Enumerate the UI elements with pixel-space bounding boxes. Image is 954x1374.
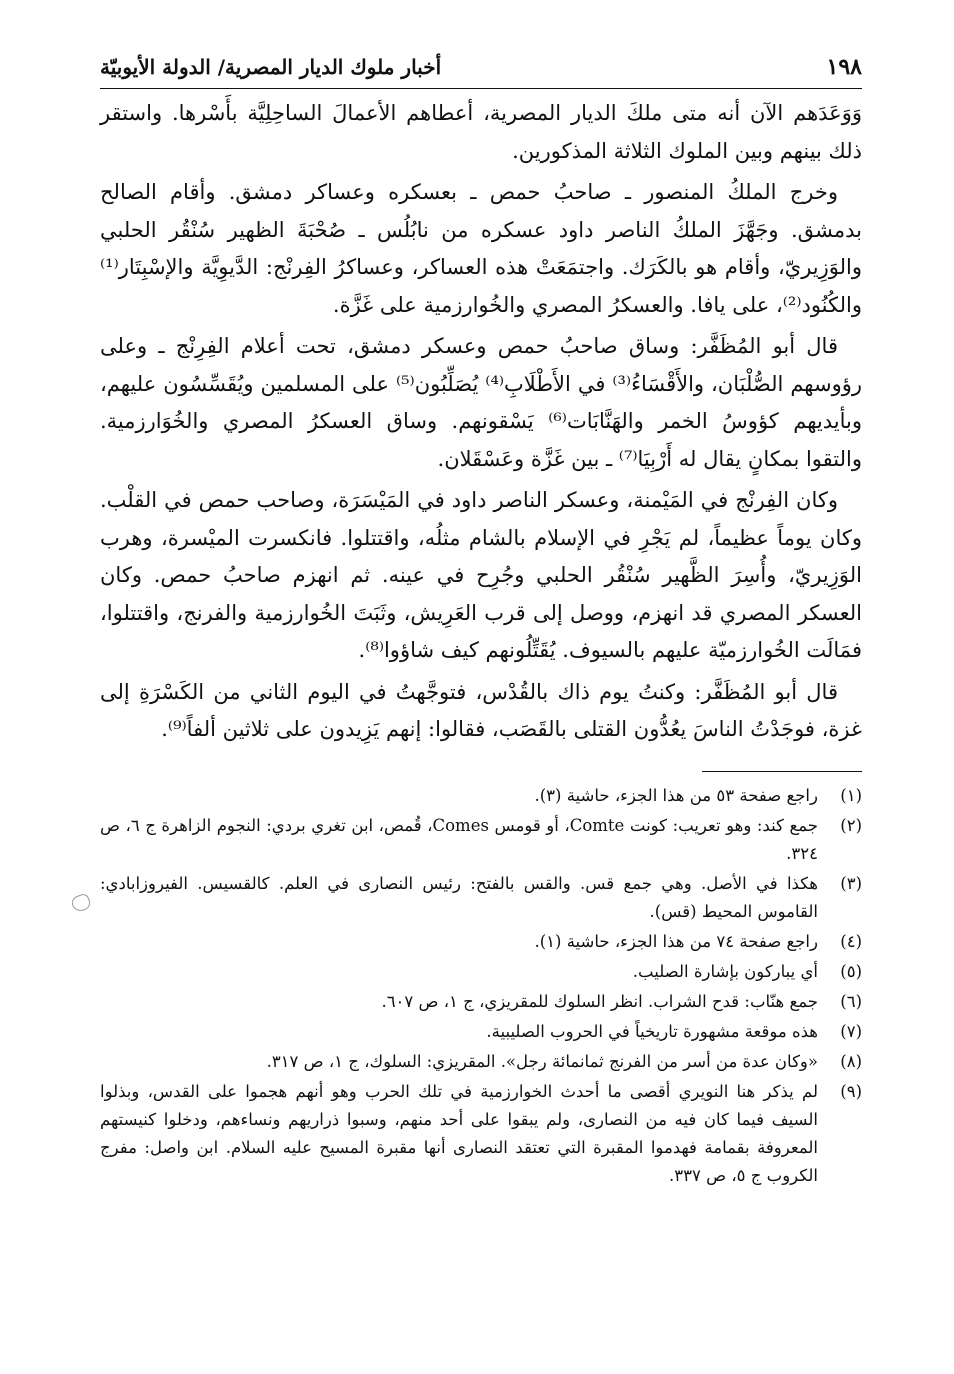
footnotes <box>100 782 862 1190</box>
footnote <box>100 870 862 926</box>
footnote <box>100 988 862 1016</box>
footnote <box>100 812 862 868</box>
footnote-divider <box>702 771 862 772</box>
footnote <box>100 928 862 956</box>
footnote-number: (١) <box>840 785 862 805</box>
margin-pencil-mark <box>70 892 92 913</box>
footnote-text: راجع صفحة ٧٤ من هذا الجزء، حاشية (١). <box>534 931 818 951</box>
book-page <box>100 52 862 1192</box>
body-text <box>100 95 862 749</box>
footnote-number: (٣) <box>840 873 862 893</box>
running-head <box>100 52 862 89</box>
footnote <box>100 1048 862 1076</box>
footnote-text: أي يباركون بإشارة الصليب. <box>632 961 818 981</box>
footnote-number: (٦) <box>840 991 862 1011</box>
footnote-number: (٤) <box>840 931 862 951</box>
footnote-number: (٨) <box>840 1051 862 1071</box>
page-number: ١٩٨ <box>826 54 862 80</box>
footnote-number: (٢) <box>840 815 862 835</box>
paragraph: وَوَعَدَهم الآن أنه متى ملكَ الديار المصرية، أعطاهم الأعمالَ الساحِلِيَّة بأَسْرها. واستقر ذلك بينهم وبين الملوك الثلاثة المذكورين. <box>100 101 862 163</box>
footnote-text: راجع صفحة ٥٣ من هذا الجزء، حاشية (٣). <box>534 785 818 805</box>
footnote-number: (٩) <box>840 1081 862 1101</box>
footnote-number: (٧) <box>840 1021 862 1041</box>
footnote-text: هذه موقعة مشهورة تاريخياً في الحروب الصليبية. <box>486 1021 818 1041</box>
footnote-text: «وكان عدة من أسر من الفرنج ثمانمائة رجل». المقريزي: السلوك، ج ١، ص ٣١٧. <box>266 1051 818 1071</box>
footnote <box>100 782 862 810</box>
footnote-number: (٥) <box>840 961 862 981</box>
paragraph: قال أبو المُظَفَّر: وكنتُ يوم ذاك بالقُدْس، فتوجَّهتُ في اليوم الثاني من الكَسْرَةِ إلى غزة، فوجَدْتُ الناسَ يعُدُّون القتلى بالقَصَب، فقالوا: إنهم يَزِيدون على ثلاثين ألفاً⁽⁹⁾. <box>100 679 862 741</box>
footnote <box>100 1078 862 1190</box>
paragraph: وخرج الملكُ المنصور ـ صاحبُ حمص ـ بعسكره وعساكر دمشق. وأقام الصالح بدمشق. وجَهَّزَ الملكُ الناصر داود عسكره من نابُلُس ـ صُحْبَةَ الظهير سُنْقُر الحلبي والوَزِيريّ، وأقام هو بالكَرَك. واجتمَعَتْ هذه العساكر، وعساكرُ الفِرنْج: الدَّيوِيَّة والإسْبِتَار⁽¹⁾ والكُنُود⁽²⁾، على يافا. والعسكرُ المصري والخُوارزمية على غَزَّة. <box>100 180 862 317</box>
footnote-text: جمع كند: وهو تعريب: كونت Comte، أو قومس Comes، قُمص، ابن تغري بردي: النجوم الزاهرة ج ٦، ص ٣٢٤. <box>100 815 818 863</box>
footnote-text: جمع هنّاب: قدح الشراب. انظر السلوك للمقريزي، ج ١، ص ٦٠٧. <box>381 991 818 1011</box>
footnote <box>100 958 862 986</box>
footnote-text: لم يذكر هنا النويري أقصى ما أحدث الخوارزمية في تلك الحرب وهو أنهم هجموا على القدس، وبذلوا السيف فيما كان فيه من النصارى، ولم يبقوا على أحد منهم، وسبوا ذراريهم ونساءهم، ودخلوا كنيستهم المعروفة بقمامة فهدموا المقبرة التي تعتقد النصارى أنها مقبرة المسيح عليه السلام. ابن واصل: مفرج الكروب ج ٥، ص ٣٣٧. <box>100 1081 818 1185</box>
footnote <box>100 1018 862 1046</box>
paragraph: وكان الفِرنْج في المَيْمنة، وعسكر الناصر داود في المَيْسَرَة، وصاحب حمص في القلْب. وكان يوماً عظيماً، لم يَجْرِ في الإسلام بالشام مثلُه، واقتتلوا. فانكسرت الميْسرة، وهرب الوَزِيريّ، وأُسِرَ الظَّهير سُنْقُر الحلبي وجُرِح في عينه. ثم انهزم صاحبُ حمص. وكان العسكر المصري قد انهزم، ووصل إلى قرب العَرِيش، وثَبَتَ الخُوارزمية والفرنج، واقتتلوا، فمَالَت الخُوارزميّة عليهم بالسيوف. يُقَتِّلُونهم كيف شاؤوا⁽⁸⁾. <box>100 488 862 662</box>
paragraph: قال أبو المُظَفَّر: وساق صاحبُ حمص وعسكر دمشق، تحت أعلام الفِرِنْج ـ وعلى رؤوسهم الصُّلْبَان، والأَقْسَاءُ⁽³⁾ في الأَطْلَابِ⁽⁴⁾ يُصَلِّبُون⁽⁵⁾ على المسلمين ويُقَسِّسُون عليهم، وبأيديهم كؤوسُ الخمر والهَنَّابَات⁽⁶⁾ يَسْقونهم. وساق العسكرُ المصري والخُوَارزمية. والتقوا بمكانٍ يقال له أَرْبِيَا⁽⁷⁾ ـ بين غَزَّة وعَسْقَلان. <box>100 334 862 471</box>
footnote-text: هكذا في الأصل. وهي جمع قس. والقس بالفتح: رئيس النصارى في العلم. كالقسيس. الفيروزابادي: القاموس المحيط (قس). <box>100 873 818 921</box>
running-title: أخبار ملوك الديار المصرية/ الدولة الأيوبيّة <box>100 55 442 79</box>
